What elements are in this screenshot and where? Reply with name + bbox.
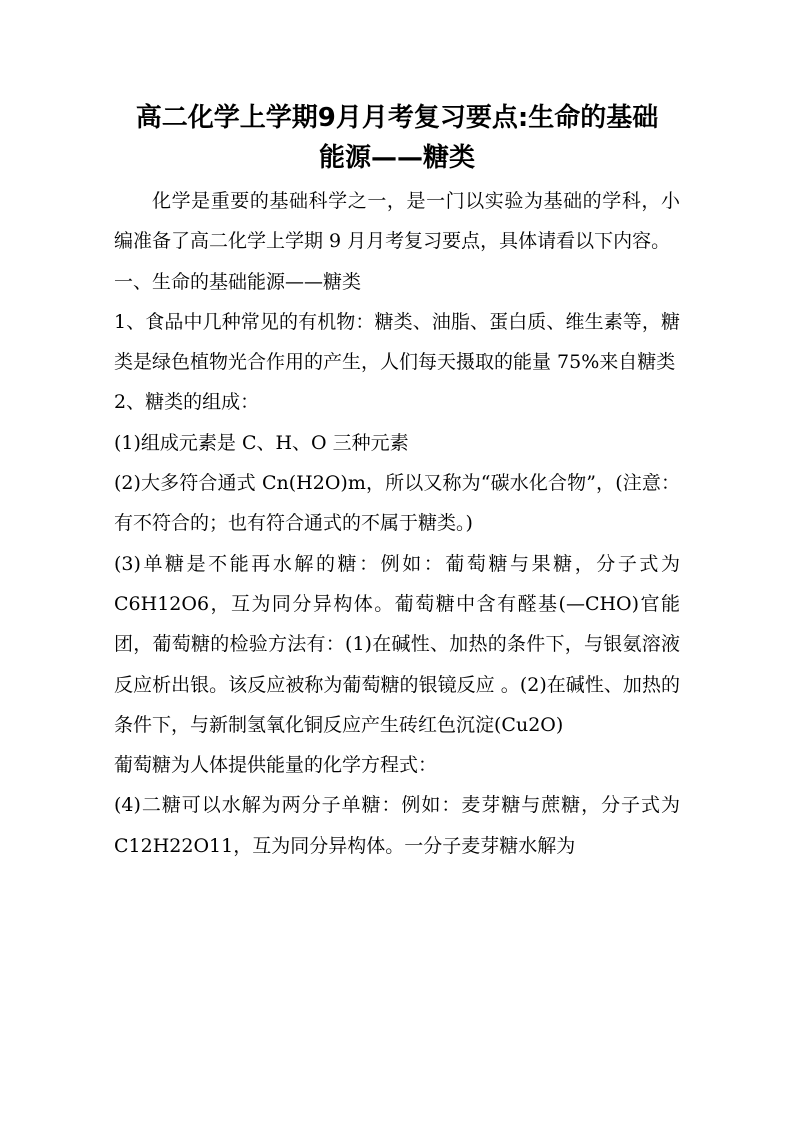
document-title-line-1: 高二化学上学期9月月考复习要点:生命的基础	[135, 103, 659, 133]
document-title-line-2: 能源——糖类	[318, 143, 475, 173]
intro-paragraph: 化学是重要的基础科学之一，是一门以实验为基础的学科，小编准备了高二化学上学期 9 月月考复习要点，具体请看以下内容。	[114, 190, 680, 253]
composition-item-3: (3)单糖是不能再水解的糖：例如：葡萄糖与果糖，分子式为 C6H12O6，互为同分异构体。葡萄糖中含有醛基(—CHO)官能团，葡萄糖的检验方法有：(1)在碱性、加热的条件下，与银氨溶液反应析出银。该反应被称为葡萄糖的银镜反应 。(2)在碱性、加热的条件下，与新制氢氧化铜反应产生砖红色沉淀(Cu2O)	[114, 552, 680, 736]
glucose-energy-line: 葡萄糖为人体提供能量的化学方程式：	[114, 754, 438, 777]
composition-item-2: (2)大多符合通式 Cn(H2O)m，所以又称为“碳水化合物”，(注意：有不符合的；也有符合通式的不属于糖类。)	[114, 472, 680, 535]
section-heading: 一、生命的基础能源——糖类	[114, 270, 362, 293]
composition-item-4: (4)二糖可以水解为两分子单糖：例如：麦芽糖与蔗糖，分子式为 C12H22O11，互为同分异构体。一分子麦芽糖水解为	[114, 794, 680, 857]
point-1-paragraph: 1、食品中几种常见的有机物：糖类、油脂、蛋白质、维生素等，糖类是绿色植物光合作用的产生，人们每天摄取的能量 75%来自糖类	[114, 310, 680, 374]
document-body	[114, 181, 680, 866]
point-2-heading: 2、糖类的组成：	[114, 391, 260, 414]
composition-item-1: (1)组成元素是 C、H、O 三种元素	[114, 431, 409, 454]
